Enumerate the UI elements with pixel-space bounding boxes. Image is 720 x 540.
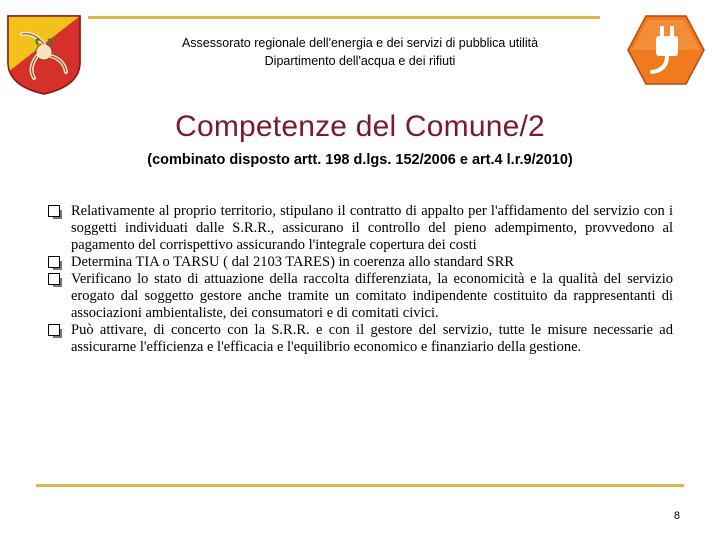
slide-title: Competenze del Comune/2 bbox=[175, 110, 545, 143]
header-line-division: Dipartimento dell'acqua e dei rifiuti bbox=[264, 54, 456, 68]
header-line-department: Assessorato regionale dell'energia e dei servizi di pubblica utilità bbox=[181, 36, 539, 50]
trinacria-emblem-icon bbox=[4, 12, 84, 96]
list-item bbox=[48, 322, 673, 356]
bullet-list bbox=[48, 203, 673, 356]
list-item bbox=[48, 271, 673, 322]
checkbox-bullet-icon bbox=[48, 273, 60, 285]
power-plug-icon bbox=[626, 14, 706, 86]
checkbox-bullet-icon bbox=[48, 324, 60, 336]
bottom-divider bbox=[36, 484, 684, 487]
checkbox-bullet-icon bbox=[48, 256, 60, 268]
slide-subtitle: (combinato disposto artt. 198 d.lgs. 152/2006 e art.4 l.r.9/2010) bbox=[147, 152, 573, 168]
list-item-text: Verificano lo stato di attuazione della raccolta differenziata, la economicità e la qualità del servizio erogato dal soggetto gestore anche tramite un comitato indipendente costituito da rappresentanti di associazioni ambientaliste, dei consumatori e di comitati civici. bbox=[71, 271, 673, 321]
list-item-text: Relativamente al proprio territorio, stipulano il contratto di appalto per l'affidamento del servizio con i soggetti individuati dalle S.R.R., assicurano il controllo del pieno adempimento, provvedono al pagamento del corrispettivo assicurando l'integrale copertura dei costi bbox=[71, 203, 673, 253]
list-item-text: Può attivare, di concerto con la S.R.R. e con il gestore del servizio, tutte le misure necessarie ad assicurarne l'efficienza e l'efficacia e l'equilibrio economico e finanziario della gestione. bbox=[71, 322, 673, 355]
checkbox-bullet-icon bbox=[48, 205, 60, 217]
page-number: 8 bbox=[673, 510, 680, 522]
list-item bbox=[48, 254, 673, 271]
list-item bbox=[48, 203, 673, 254]
list-item-text: Determina TIA o TARSU ( dal 2103 TARES) in coerenza allo standard SRR bbox=[71, 254, 515, 270]
top-divider bbox=[88, 16, 600, 19]
